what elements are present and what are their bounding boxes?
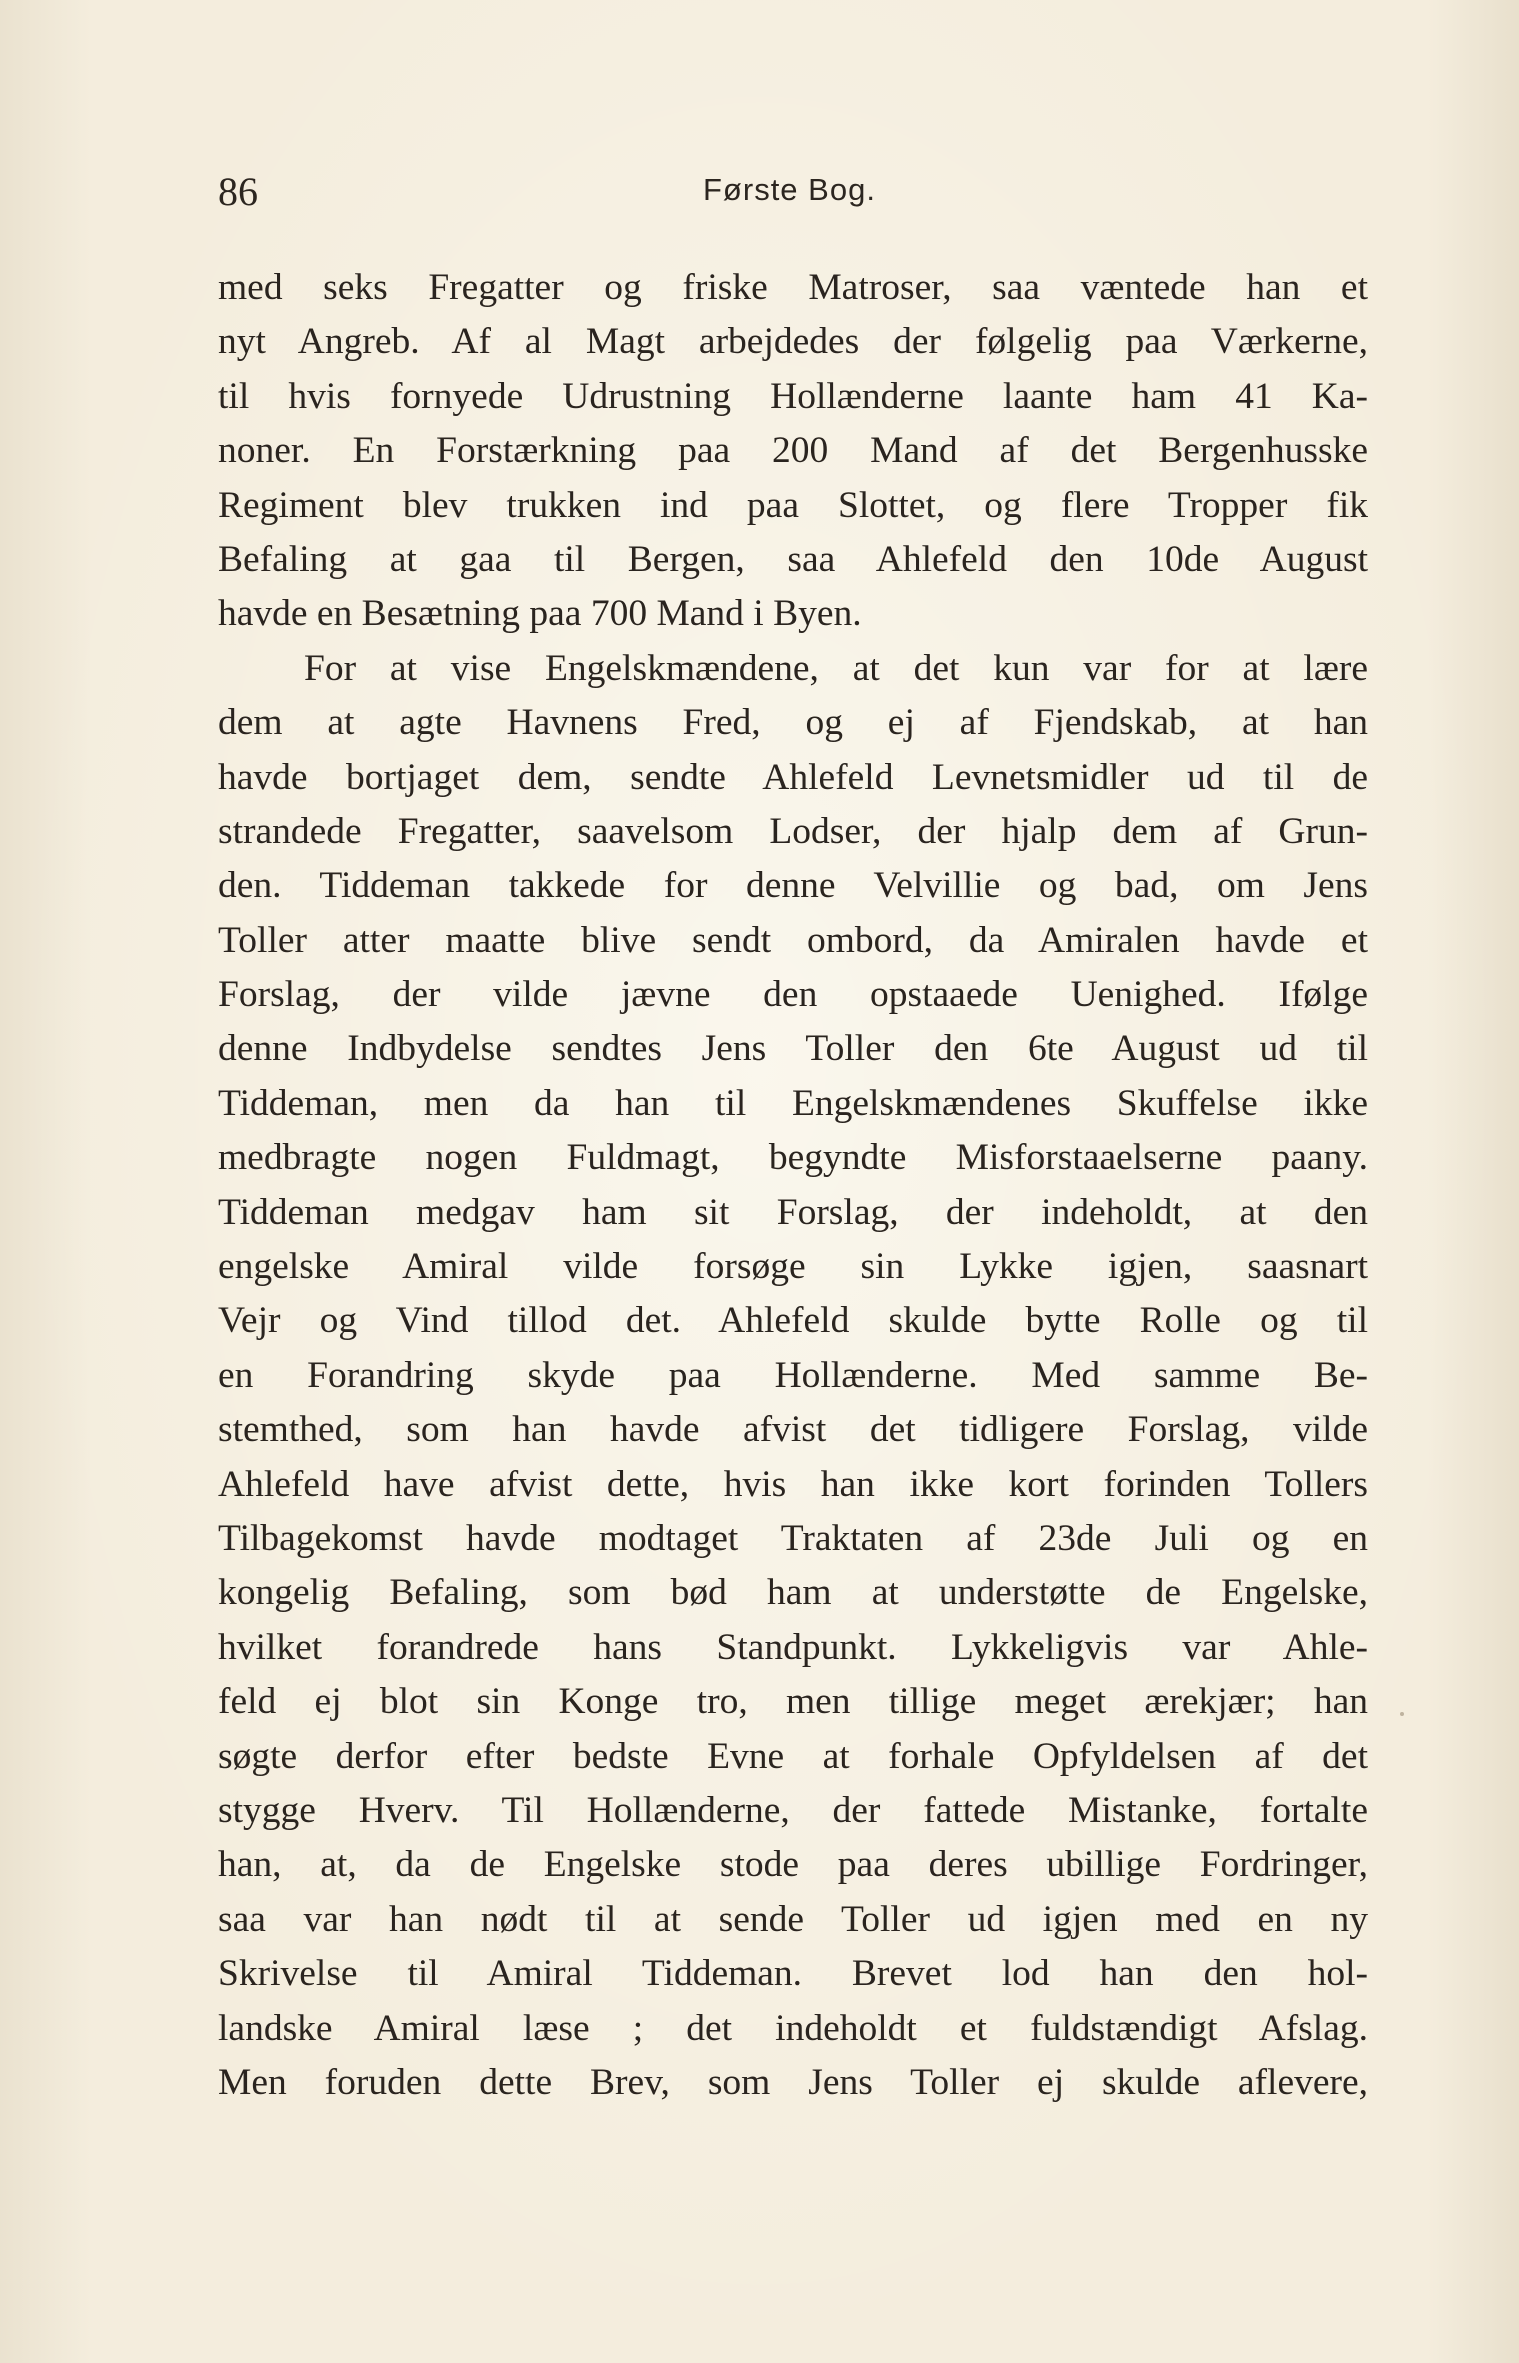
text-line: landske Amiral læse ; det indeholdt et fuldstændigt Afslag. <box>218 2007 1368 2049</box>
text-line: engelske Amiral vilde forsøge sin Lykke igjen, saasnart <box>218 1246 1368 1288</box>
page-number: 86 <box>218 169 258 214</box>
text-line: Ahlefeld have afvist dette, hvis han ikke kort forinden Tollers <box>218 1463 1368 1505</box>
text-line: dem at agte Havnens Fred, og ej af Fjendskab, at han <box>218 702 1368 744</box>
text-line: strandede Fregatter, saavelsom Lodser, der hjalp dem af Grun- <box>218 810 1368 852</box>
paragraph-1 <box>218 261 1368 642</box>
paragraph-2 <box>218 642 1368 2111</box>
text-line: Men foruden dette Brev, som Jens Toller ej skulde aflevere, <box>218 2061 1368 2103</box>
text-line: kongelig Befaling, som bød ham at understøtte de Engelske, <box>218 1572 1368 1614</box>
text-line: feld ej blot sin Konge tro, men tillige meget ærekjær; han <box>218 1681 1368 1723</box>
text-line: han, at, da de Engelske stode paa deres ubillige Fordringer, <box>218 1844 1368 1886</box>
text-line: med seks Fregatter og friske Matroser, saa væntede han et <box>218 267 1368 308</box>
text-line: stemthed, som han havde afvist det tidligere Forslag, vilde <box>218 1409 1368 1451</box>
text-line: medbragte nogen Fuldmagt, begyndte Misforstaaelserne paany. <box>218 1137 1368 1179</box>
page-header <box>218 168 1368 228</box>
body-text <box>218 261 1368 2110</box>
text-line: saa var han nødt til at sende Toller ud igjen med en ny <box>218 1898 1368 1940</box>
text-line: Tiddeman, men da han til Engelskmændenes Skuffelse ikke <box>218 1082 1368 1124</box>
text-line: nyt Angreb. Af al Magt arbejdedes der følgelig paa Værkerne, <box>218 321 1368 363</box>
text-line: havde en Besætning paa 700 Mand i Byen. <box>218 593 862 635</box>
text-line: den. Tiddeman takkede for denne Velvillie og bad, om Jens <box>218 865 1368 907</box>
text-line: hvilket forandrede hans Standpunkt. Lykkeligvis var Ahle- <box>218 1626 1368 1668</box>
text-line: havde bortjaget dem, sendte Ahlefeld Levnetsmidler ud til de <box>218 756 1368 798</box>
text-line: Befaling at gaa til Bergen, saa Ahlefeld den 10de August <box>218 538 1368 580</box>
paper-speck <box>1400 1712 1404 1716</box>
text-line: en Forandring skyde paa Hollænderne. Med samme Be- <box>218 1354 1368 1396</box>
text-line: Tilbagekomst havde modtaget Traktaten af 23de Juli og en <box>218 1517 1368 1559</box>
text-line: til hvis fornyede Udrustning Hollænderne laante ham 41 Ka- <box>218 375 1368 417</box>
text-line: Toller atter maatte blive sendt ombord, da Amiralen havde et <box>218 919 1368 961</box>
text-line: Forslag, der vilde jævne den opstaaede Uenighed. Ifølge <box>218 974 1368 1016</box>
text-line: denne Indbydelse sendtes Jens Toller den 6te August ud til <box>218 1028 1368 1070</box>
text-line: Regiment blev trukken ind paa Slottet, og flere Tropper fik <box>218 484 1368 526</box>
text-line: Skrivelse til Amiral Tiddeman. Brevet lod han den hol- <box>218 1953 1368 1995</box>
text-line: Tiddeman medgav ham sit Forslag, der indeholdt, at den <box>218 1191 1368 1233</box>
text-line: For at vise Engelskmændene, at det kun var for at lære <box>304 647 1368 689</box>
text-line: søgte derfor efter bedste Evne at forhale Opfyldelsen af det <box>218 1735 1368 1777</box>
running-head: Første Bog. <box>703 172 876 207</box>
text-line: stygge Hverv. Til Hollænderne, der fattede Mistanke, fortalte <box>218 1789 1368 1831</box>
text-line: Vejr og Vind tillod det. Ahlefeld skulde bytte Rolle og til <box>218 1300 1368 1342</box>
text-line: noner. En Forstærkning paa 200 Mand af det Bergenhusske <box>218 430 1368 472</box>
